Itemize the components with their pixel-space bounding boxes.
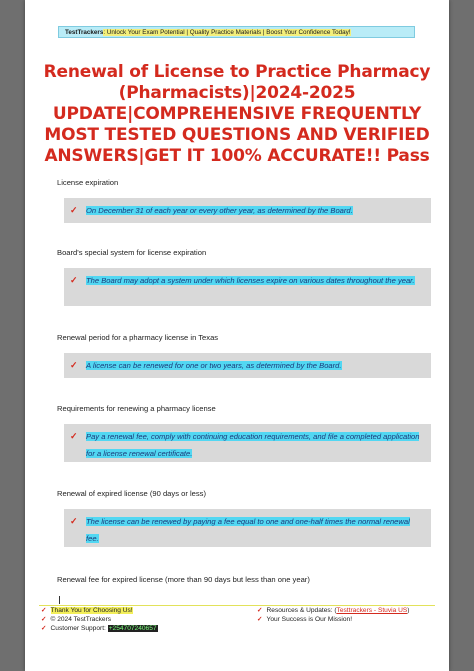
answer-text: The Board may adopt a system under which licenses expire on various dates throughout the year. <box>86 276 415 285</box>
question-1: License expiration <box>57 178 119 187</box>
footer-resources: ✓ Resources & Updates: (Testtrackers - Stuvia US) <box>257 607 410 614</box>
brand-name: TestTrackers <box>65 29 104 36</box>
check-icon: ✓ <box>70 205 78 215</box>
document-title <box>25 62 449 167</box>
footer-mission: ✓ Your Success is Our Mission! <box>257 616 353 623</box>
answer-1 <box>64 198 431 223</box>
title-line-5: ANSWERS|GET IT 100% ACCURATE!! Pass <box>44 146 430 166</box>
check-icon: ✓ <box>41 607 47 614</box>
title-line-3: UPDATE|COMPREHENSIVE FREQUENTLY <box>52 104 422 124</box>
question-4: Requirements for renewing a pharmacy license <box>57 404 216 413</box>
answer-text: On December 31 of each year or every other year, as determined by the Board. <box>86 206 353 215</box>
question-3: Renewal period for a pharmacy license in Texas <box>57 333 219 342</box>
answer-text: The license can be renewed by paying a fee equal to one and one-half times the normal renewal fee. <box>86 517 410 543</box>
pass-label: Pass <box>386 146 430 166</box>
question-2: Board's special system for license expiration <box>57 248 207 257</box>
check-icon: ✓ <box>70 360 78 370</box>
document-page <box>25 0 449 671</box>
check-icon: ✓ <box>41 625 47 632</box>
support-phone[interactable]: +254707240657 <box>108 625 157 632</box>
answer-2 <box>64 268 431 306</box>
check-icon: ✓ <box>257 607 263 614</box>
text-cursor <box>59 596 60 604</box>
answer-5 <box>64 509 431 547</box>
title-line-1: Renewal of License to Practice Pharmacy <box>43 62 431 82</box>
answer-3 <box>64 353 431 378</box>
answer-text: A license can be renewed for one or two years, as determined by the Board. <box>86 361 342 370</box>
title-line-2: (Pharmacists)|2024-2025 <box>118 83 356 103</box>
check-icon: ✓ <box>70 516 78 526</box>
footer-thanks: ✓ Thank You for Choosing Us! <box>41 607 133 614</box>
resources-link[interactable]: Testtrackers - Stuvia US <box>336 607 408 614</box>
answer-text: Pay a renewal fee, comply with continuing education requirements, and file a completed application for a license renewal certificate. <box>86 432 420 458</box>
footer-copyright: ✓ © 2024 TestTrackers <box>41 616 112 623</box>
page-footer <box>25 604 449 671</box>
banner-tagline: : Unlock Your Exam Potential | Quality Practice Materials | Boost Your Confidence Today! <box>103 29 351 36</box>
check-icon: ✓ <box>70 431 78 441</box>
check-icon: ✓ <box>70 275 78 285</box>
title-line-4: MOST TESTED QUESTIONS AND VERIFIED <box>44 125 430 145</box>
question-5: Renewal of expired license (90 days or less) <box>57 489 206 498</box>
footer-support: ✓ Customer Support: +254707240657 <box>41 625 157 632</box>
check-icon: ✓ <box>257 616 263 623</box>
question-6: Renewal fee for expired license (more than 90 days but less than one year) <box>57 575 310 584</box>
promo-banner <box>58 26 415 38</box>
check-icon: ✓ <box>41 616 47 623</box>
answer-4 <box>64 424 431 462</box>
